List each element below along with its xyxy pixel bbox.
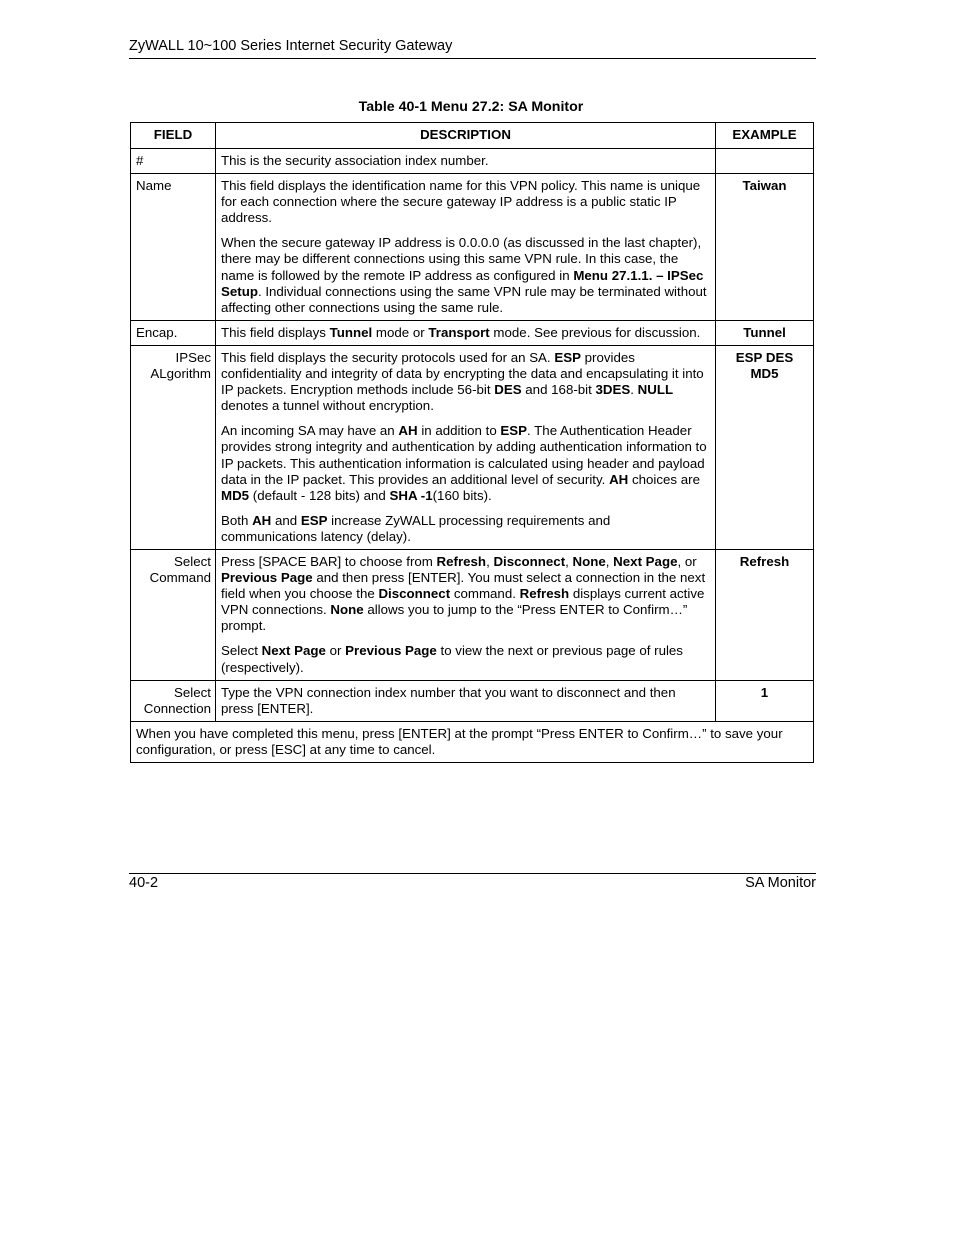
table-row xyxy=(131,345,814,549)
field-cell xyxy=(131,345,216,549)
table-row xyxy=(131,174,814,321)
example-value-line: Refresh xyxy=(739,553,790,569)
description-text: choices are xyxy=(628,471,700,487)
description-text: in addition to xyxy=(417,423,501,439)
table-body xyxy=(131,149,814,722)
description-paragraph xyxy=(221,685,710,717)
description-bold-term: Previous Page xyxy=(345,643,437,659)
description-cell xyxy=(216,320,716,345)
field-name-line: Connection xyxy=(143,700,211,716)
field-name-line: IPSec xyxy=(175,349,211,365)
example-value-line: Tunnel xyxy=(743,324,786,340)
example-value-line: MD5 xyxy=(750,366,779,382)
description-text: Both xyxy=(221,512,253,528)
description-cell xyxy=(216,680,716,721)
table-footnote-row xyxy=(131,721,814,762)
description-paragraph xyxy=(221,235,710,315)
description-text: , xyxy=(565,553,573,569)
description-text: , or xyxy=(677,553,697,569)
field-cell xyxy=(131,549,216,680)
description-bold-term: Transport xyxy=(428,324,490,340)
description-bold-term: ESP xyxy=(500,423,528,439)
description-bold-term: AH xyxy=(252,512,272,528)
page-number: 40-2 xyxy=(129,875,159,891)
table-footnote: When you have completed this menu, press [ENTER] at the prompt “Press ENTER to Confirm…” to save your configuration, or press [ESC] at any time to cancel. xyxy=(131,721,814,762)
description-bold-term: Previous Page xyxy=(221,570,313,586)
description-text: This field displays the security protocols used for an SA. xyxy=(221,349,555,365)
description-bold-term: Disconnect xyxy=(493,553,566,569)
example-cell xyxy=(716,345,814,549)
description-text: and xyxy=(271,512,301,528)
description-text: denotes a tunnel without encryption. xyxy=(221,398,434,414)
field-name-line: ALgorithm xyxy=(150,366,211,382)
column-header-example: EXAMPLE xyxy=(716,123,814,149)
description-text: increase ZyWALL processing requirements and communications latency (delay). xyxy=(221,512,611,544)
description-text: mode. See previous for discussion. xyxy=(489,324,701,340)
description-bold-term: None xyxy=(330,602,364,618)
description-paragraph xyxy=(221,153,710,169)
table-caption: Table 40-1 Menu 27.2: SA Monitor xyxy=(358,99,584,115)
description-text: provides confidentiality and integrity of data by encrypting the data and encapsulating it into IP packets. Encryption methods include 56-bit xyxy=(221,349,704,398)
column-header-description: DESCRIPTION xyxy=(216,123,716,149)
description-text: displays current active VPN connections. xyxy=(221,586,705,618)
description-cell xyxy=(216,345,716,549)
description-paragraph xyxy=(221,423,710,503)
description-bold-term: Next Page xyxy=(613,553,678,569)
description-text: This is the security association index number. xyxy=(221,153,489,168)
example-cell xyxy=(716,680,814,721)
description-paragraph xyxy=(221,513,710,545)
description-bold-term: NULL xyxy=(637,382,674,398)
description-bold-term: DES xyxy=(494,382,522,398)
example-cell xyxy=(716,320,814,345)
field-cell xyxy=(131,680,216,721)
example-value-line: 1 xyxy=(760,684,769,700)
description-bold-term: ESP xyxy=(554,349,581,365)
description-bold-term: Next Page xyxy=(261,643,326,659)
description-text: Type the VPN connection index number that you want to disconnect and then press [ENTER]. xyxy=(221,684,676,716)
field-name-line: Command xyxy=(149,570,211,586)
section-name: SA Monitor xyxy=(745,875,816,891)
description-text: An incoming SA may have an xyxy=(221,423,399,439)
description-text: This field displays the identification name for this VPN policy. This name is unique for each connection where the secure gateway IP address is a public static IP address. xyxy=(221,178,701,226)
description-text: to view the next or previous page of rules (respectively). xyxy=(221,643,683,675)
description-bold-term: AH xyxy=(398,423,418,439)
description-text: or xyxy=(325,643,346,659)
description-text: allows you to jump to the “Press ENTER to Confirm…” prompt. xyxy=(221,602,688,634)
field-cell xyxy=(131,320,216,345)
example-cell xyxy=(716,149,814,174)
description-cell xyxy=(216,549,716,680)
example-cell xyxy=(716,174,814,321)
column-header-field: FIELD xyxy=(131,123,216,149)
description-text: command. xyxy=(450,586,520,602)
description-text: and 168-bit xyxy=(521,382,596,398)
description-text: (default - 128 bits) and xyxy=(249,487,390,503)
field-name-line: Name xyxy=(136,178,172,194)
page-header-title: ZyWALL 10~100 Series Internet Security Gateway xyxy=(129,38,453,54)
example-value-line: Taiwan xyxy=(742,178,787,194)
field-name-line: # xyxy=(136,153,144,168)
sa-monitor-table xyxy=(130,122,814,763)
description-text: . The Authentication Header provides strong integrity and authentication by adding authentication information to IP packets. This authentication information is calculated using header and payload data in the IP packet. This provides an additional level of security. xyxy=(221,423,707,487)
description-bold-term: MD5 xyxy=(221,487,250,503)
description-text: (160 bits). xyxy=(432,487,492,503)
table-row xyxy=(131,149,814,174)
description-paragraph xyxy=(221,178,710,226)
field-name-line: Encap. xyxy=(136,324,178,340)
field-cell xyxy=(131,174,216,321)
description-bold-term: Refresh xyxy=(519,586,570,602)
header-rule xyxy=(129,58,816,59)
description-text: , xyxy=(605,553,614,569)
description-bold-term: Tunnel xyxy=(329,324,373,340)
field-name-line: Select xyxy=(174,553,211,569)
description-paragraph xyxy=(221,643,710,675)
example-cell xyxy=(716,549,814,680)
description-text: When the secure gateway IP address is 0.0.0.0 (as discussed in the last chapter), there may be different connections using this same VPN rule. In this case, the name is followed by the remote IP address as configured in xyxy=(221,235,702,283)
description-bold-term: AH xyxy=(609,471,629,487)
description-paragraph xyxy=(221,350,710,414)
description-text: Press [SPACE BAR] to choose from xyxy=(221,553,437,569)
description-text: , xyxy=(486,553,494,569)
field-cell xyxy=(131,149,216,174)
description-paragraph xyxy=(221,554,710,634)
example-value-line: ESP DES xyxy=(735,349,794,365)
footer-rule xyxy=(129,873,816,874)
description-text: . Individual connections using the same VPN rule may be terminated without affecting other connections using the same rule. xyxy=(221,283,707,315)
description-text: Select xyxy=(221,643,262,659)
table-row xyxy=(131,549,814,680)
description-cell xyxy=(216,174,716,321)
description-text: mode or xyxy=(372,324,429,340)
description-bold-term: SHA -1 xyxy=(389,487,433,503)
description-paragraph xyxy=(221,325,710,341)
description-bold-term: ESP xyxy=(300,512,328,528)
table-row xyxy=(131,680,814,721)
description-bold-term: Disconnect xyxy=(378,586,451,602)
description-cell xyxy=(216,149,716,174)
description-bold-term: 3DES xyxy=(595,382,631,398)
field-name-line: Select xyxy=(174,684,211,700)
description-text: This field displays xyxy=(221,324,330,340)
table-header-row xyxy=(131,123,814,149)
description-bold-term: None xyxy=(572,553,606,569)
description-text: and then press [ENTER]. You must select a connection in the next field when you choose the xyxy=(221,570,706,602)
table-row xyxy=(131,320,814,345)
description-text: . xyxy=(630,382,638,398)
description-bold-term: Menu 27.1.1. – IPSec Setup xyxy=(221,267,704,299)
description-bold-term: Refresh xyxy=(436,553,487,569)
